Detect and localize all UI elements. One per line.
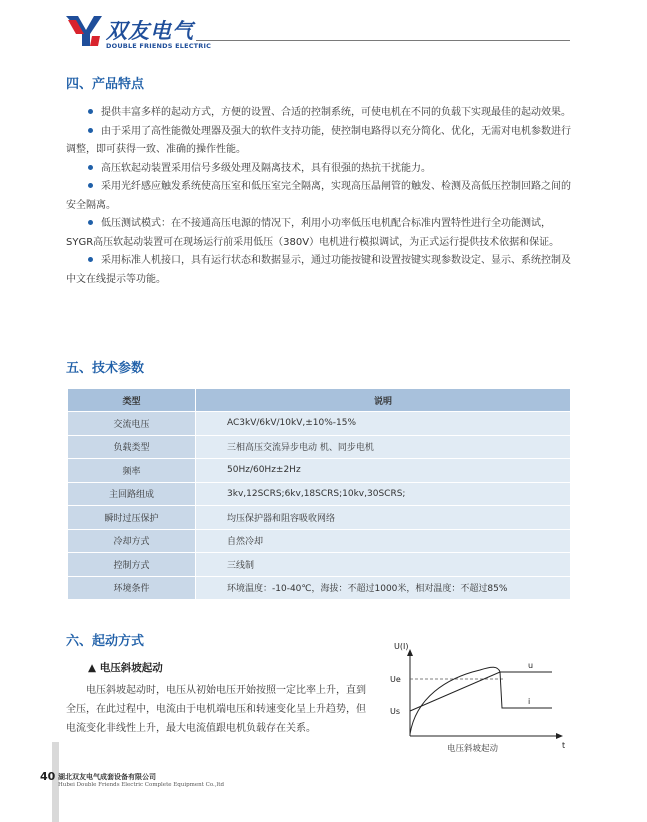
table-header-desc: 说明 [196,389,571,412]
x-axis-arrow-icon [556,733,563,739]
bullet-dot-icon [88,109,93,114]
spec-table [68,389,570,600]
sy-logo-icon [64,14,104,48]
table-header-row [68,389,570,412]
list-item: 采用光纤感应触发系统使高压室和低压室完全隔离，实现高压晶闸管的触发、检测及高低压控制回路之间的安全隔离。 [66,181,571,211]
y-axis-label: U(I) [394,642,409,651]
us-label: Us [390,707,401,716]
table-row: 频率 50Hz/60Hz±2Hz [68,459,570,483]
brand-name-en: DOUBLE FRIENDS ELECTRIC [106,42,212,50]
features-list [66,104,574,289]
bullet-dot-icon [88,220,93,225]
x-axis-label: t [562,741,566,750]
list-item: 低压测试模式：在不接通高压电源的情况下，利用小功率低压电机配合标准内置特性进行全功能测试，SYGR高压软起动装置可在现场运行前采用低压（380V）电机进行模拟调试，为正式运行提供技术依据和保证。 [66,218,560,248]
table-row: 环境条件 环境温度：-10-40℃，海拔：不超过1000米，相对温度：不超过85% [68,576,570,600]
bullet-dot-icon [88,183,93,188]
page-number: 40 [40,770,56,783]
i-label: i [528,697,531,706]
voltage-curve [410,672,552,711]
table-row: 瞬时过压保护 均压保护器和阻容吸收网络 [68,506,570,530]
table-header-type: 类型 [68,389,196,412]
list-item: 提供丰富多样的起动方式，方便的设置、合适的控制系统，可使电机在不同的负载下实现最佳的起动效果。 [66,104,574,123]
table-row: 冷却方式 自然冷却 [68,529,570,553]
brand-name-cn: 双友电气 [106,19,194,43]
header-divider [196,40,570,41]
bullet-dot-icon [88,128,93,133]
footer-company-en: Hubei Double Friends Electric Complete Equipment Co.,ltd [58,782,225,788]
list-item: 采用标准人机接口，具有运行状态和数据显示，通过功能按键和设置按键实现参数设定、显示、系统控制及中文在线提示等功能。 [66,255,571,285]
brand-logo [64,14,214,50]
table-row: 控制方式 三线制 [68,553,570,577]
table-row: 主回路组成 3kv,12SCRS;6kv,18SCRS;10kv,30SCRS; [68,482,570,506]
startup-subhead: ▲ 电压斜坡起动 [88,662,163,674]
startup-title: 六、起动方式 [66,634,145,649]
table-row: 交流电压 AC3kV/6kV/10kV,±10%-15% [68,412,570,436]
footer-company-cn: 湖北双友电气成套设备有限公司 [58,773,156,781]
list-item: 高压软起动装置采用信号多级处理及隔离技术，具有很强的热抗干扰能力。 [66,160,574,179]
ue-label: Ue [390,675,401,684]
figure-caption: 电压斜坡起动 [447,744,499,754]
current-curve [410,667,552,734]
u-label: u [528,661,534,670]
list-item: 由于采用了高性能微处理器及强大的软件支持功能，使控制电路得以充分简化、优化，无需对电机参数进行调整，即可获得一致、准确的操作性能。 [66,125,571,155]
specs-title: 五、技术参数 [66,361,145,376]
table-row: 负载类型 三相高压交流异步电动 机、同步电机 [68,435,570,459]
bullet-dot-icon [88,257,93,262]
startup-paragraph: 电压斜坡起动时，电压从初始电压开始按照一定比率上升，直到全压，在此过程中，电流由于电机端电压和转速变化呈上升趋势，但电流变化非线性上升，最大电流值跟电机负载存在关系。 [66,685,366,734]
features-title: 四、产品特点 [66,77,145,92]
bullet-dot-icon [88,165,93,170]
